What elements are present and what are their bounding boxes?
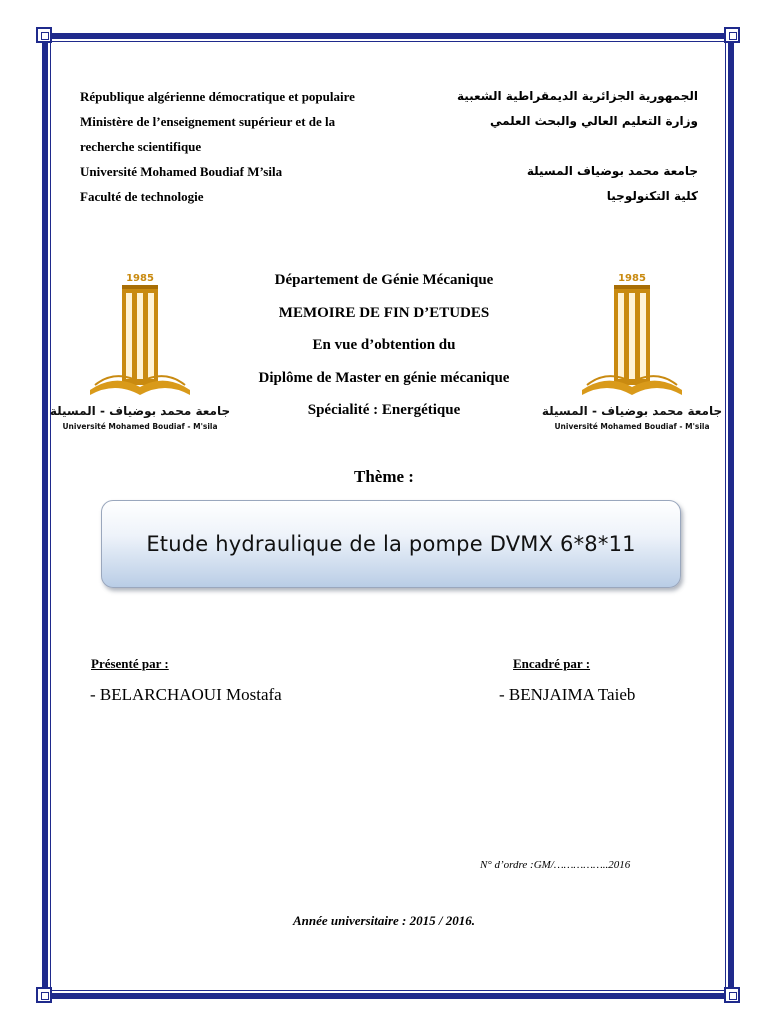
obtention-line: En vue d’obtention du bbox=[312, 337, 456, 353]
tower-icon bbox=[614, 285, 650, 385]
document-type: MEMOIRE DE FIN D’ETUDES bbox=[278, 304, 490, 321]
header-republic: République algérienne démocratique et populaire bbox=[80, 89, 355, 104]
header-ministry-cont: recherche scientifique bbox=[80, 139, 202, 154]
department: Département de Génie Mécanique bbox=[274, 272, 494, 288]
header-faculty-ar: كلية التكنولوجيا bbox=[606, 189, 698, 203]
supervised-by-name: - BENJAIMA Taieb bbox=[499, 685, 636, 704]
svg-text:جامعة محمد بوضياف - المسيلة: جامعة محمد بوضياف - المسيلة bbox=[49, 404, 231, 418]
header-ministry: Ministère de l’enseignement supérieur et de la bbox=[80, 114, 336, 129]
svg-text:Université Mohamed Boudiaf - M: Université Mohamed Boudiaf - M'sila bbox=[62, 422, 218, 431]
presented-by-label: Présenté par : bbox=[91, 656, 169, 671]
diploma: Diplôme de Master en génie mécanique bbox=[258, 369, 510, 386]
header-arabic bbox=[440, 84, 698, 209]
supervised-by-label: Encadré par : bbox=[513, 656, 591, 671]
speciality: Spécialité : Energétique bbox=[307, 402, 461, 418]
svg-text:1985: 1985 bbox=[126, 273, 154, 284]
header-university-ar: جامعة محمد بوضياف المسيلة bbox=[526, 164, 698, 178]
presented-by-name: - BELARCHAOUI Mostafa bbox=[90, 685, 282, 704]
tower-icon bbox=[122, 285, 158, 385]
header-french bbox=[80, 84, 440, 209]
university-logo bbox=[541, 265, 723, 435]
header-faculty: Faculté de technologie bbox=[80, 189, 204, 204]
border-corner-ornament bbox=[724, 27, 740, 43]
svg-text:1985: 1985 bbox=[618, 273, 646, 284]
academic-year: Année universitaire : 2015 / 2016. bbox=[292, 913, 475, 928]
title-box bbox=[101, 500, 681, 588]
theme-label: Thème : bbox=[354, 467, 414, 486]
border-corner-ornament bbox=[36, 987, 52, 1003]
header-republic-ar: الجمهورية الجزائرية الديمقراطية الشعبية bbox=[456, 89, 698, 103]
header-ministry-ar: وزارة التعليم العالي والبحث العلمي bbox=[489, 114, 698, 128]
thesis-info bbox=[210, 264, 558, 427]
svg-text:جامعة محمد بوضياف - المسيلة: جامعة محمد بوضياف - المسيلة bbox=[541, 404, 723, 418]
thesis-title: Etude hydraulique de la pompe DVMX 6*8*11 bbox=[146, 532, 636, 556]
header-university: Université Mohamed Boudiaf M’sila bbox=[80, 164, 283, 179]
university-logo bbox=[49, 265, 231, 435]
border-corner-ornament bbox=[36, 27, 52, 43]
border-corner-ornament bbox=[724, 987, 740, 1003]
order-number: N° d’ordre :GM/……………..2016 bbox=[480, 859, 631, 871]
svg-text:Université Mohamed Boudiaf - M: Université Mohamed Boudiaf - M'sila bbox=[554, 422, 710, 431]
